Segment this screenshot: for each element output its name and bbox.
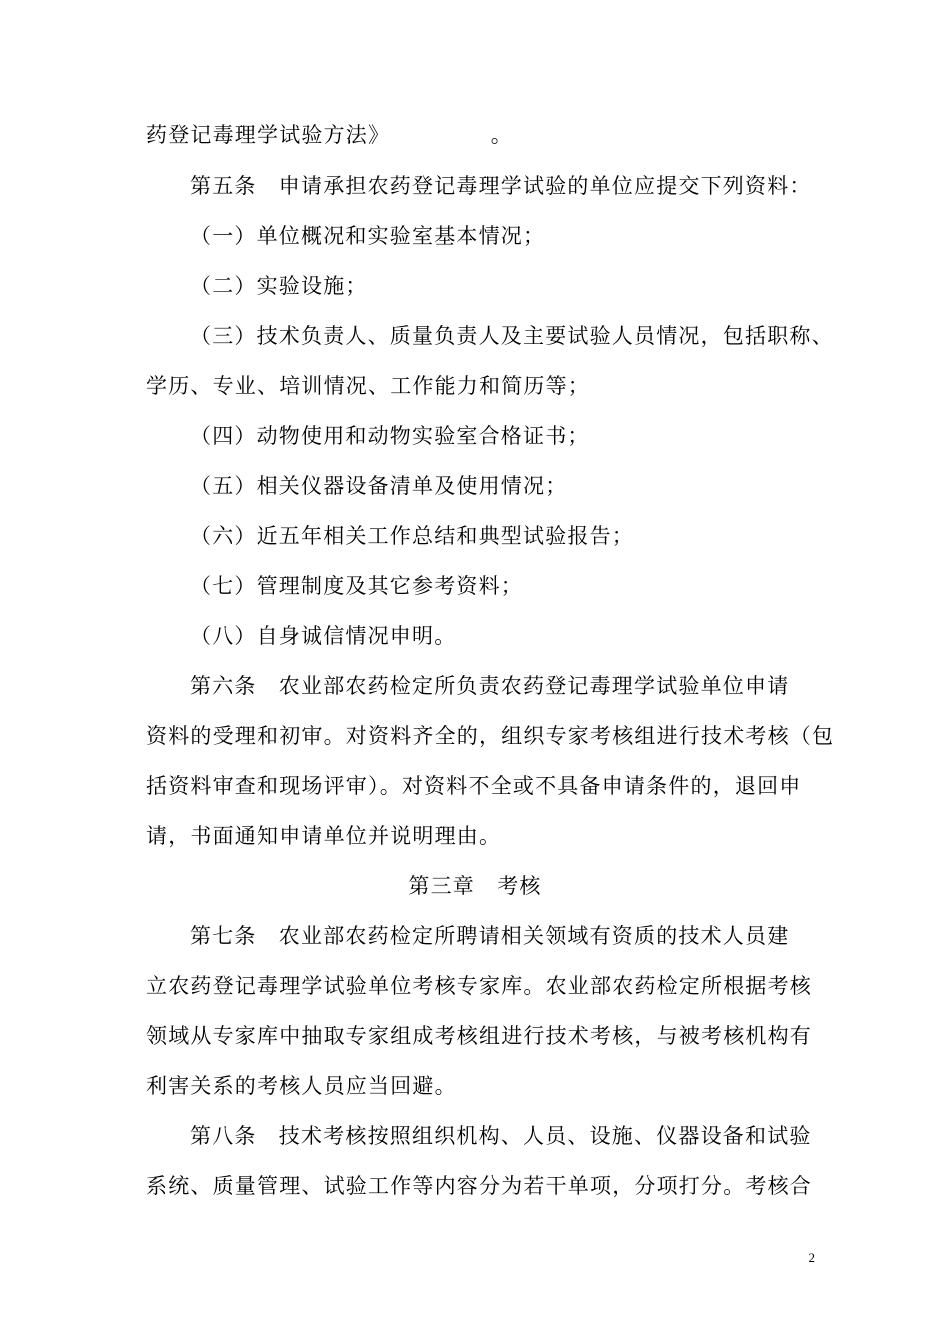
text-line: 系统、质量管理、试验工作等内容分为若干单项，分项打分。考核合 [146, 1174, 812, 1198]
text-line: 药登记毒理学试验方法》 。 [146, 123, 513, 147]
article-5-heading: 第五条 申请承担农药登记毒理学试验的单位应提交下列资料： [190, 174, 812, 198]
list-item: （三）技术负责人、质量负责人及主要试验人员情况，包括职称、 [190, 324, 834, 348]
text-line: 立农药登记毒理学试验单位考核专家库。农业部农药检定所根据考核 [146, 974, 812, 998]
chapter-heading: 第三章 考核 [408, 874, 542, 898]
list-item: （六）近五年相关工作总结和典型试验报告； [190, 524, 634, 548]
article-8-paragraph: 第八条 技术考核按照组织机构、人员、设施、仪器设备和试验 [190, 1124, 812, 1148]
list-item: （一）单位概况和实验室基本情况； [190, 224, 546, 248]
text-line: 括资料审查和现场评审）。对资料不全或不具备申请条件的，退回申 [146, 774, 802, 798]
article-7-paragraph: 第七条 农业部农药检定所聘请相关领域有资质的技术人员建 [190, 924, 790, 948]
text-line: 请，书面通知申请单位并说明理由。 [146, 824, 502, 848]
list-item: （七）管理制度及其它参考资料； [190, 574, 523, 598]
list-item: （四）动物使用和动物实验室合格证书； [190, 424, 590, 448]
article-6-paragraph: 第六条 农业部农药检定所负责农药登记毒理学试验单位申请 [190, 674, 790, 698]
text-line: 学历、专业、培训情况、工作能力和简历等； [146, 374, 590, 398]
list-item: （二）实验设施； [190, 274, 368, 298]
text-line: 利害关系的考核人员应当回避。 [146, 1074, 457, 1098]
text-line: 资料的受理和初审。对资料齐全的，组织专家考核组进行技术考核（包 [146, 724, 835, 748]
page-number: 2 [808, 1250, 815, 1265]
text-line: 领域从专家库中抽取专家组成考核组进行技术考核，与被考核机构有 [146, 1024, 812, 1048]
list-item: （八）自身诚信情况申明。 [190, 624, 457, 648]
list-item: （五）相关仪器设备清单及使用情况； [190, 474, 568, 498]
